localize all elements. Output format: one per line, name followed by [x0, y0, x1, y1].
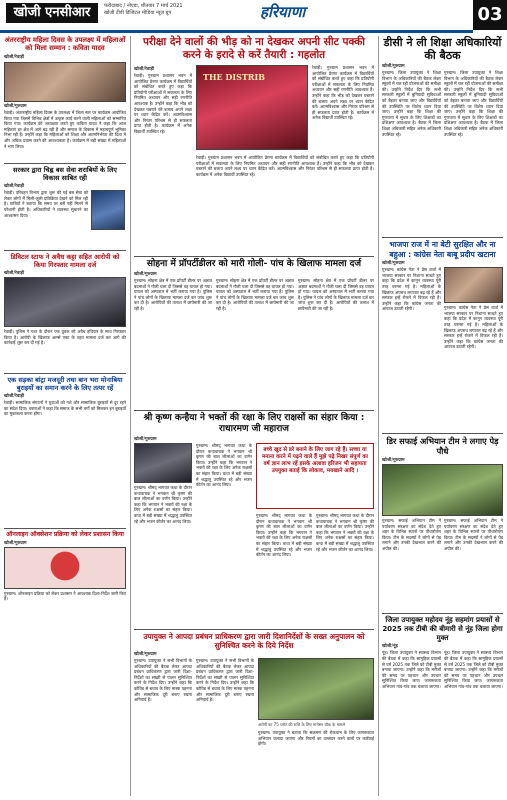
- article-body-continued: गुरुग्राम। उपायुक्त ने सभी विभागों के अधिकारियों की बैठक लेकर आपदा प्रबंधन प्राधिकरण द्वारा जारी दिशा-निर्देशों का सख्ती से पालन सुनिश्चित करने के निर्देश दिए। उन्होंने कहा कि कोविड से बचाव के लिए मास्क पहनना और सामाजिक दूरी बनाए रखना अनिवार्य है।: [196, 658, 254, 703]
- headline: डिर सफाई अभियान टीम ने लगाए पेड़ पौधे: [386, 436, 499, 456]
- masthead-tagline: खोजी टीवी डिजिटल मीडिया न्यूज़ ग्रुप: [104, 10, 172, 16]
- lead-article: [134, 65, 374, 255]
- pull-quote-text: बच्चे खुद से डरे बनाने के लिए जाग रहे हैं। सच्चा या मनाना करने में पढ़ने वाले हैं मुझे पढ़े निखर संपूर्ण का वर्ष ज्ञान लाभ रहें इसके अलावा हरिजन भी सहायता उपयुक्त बताई कि लोकाव, मयखाने आदि ।: [262, 447, 368, 474]
- headline: डीसी ने ली शिक्षा अधिकारियों की बैठक: [383, 36, 502, 62]
- divider: [4, 528, 126, 529]
- article-body-continued: नूंह। जिला उपायुक्त ने स्वास्थ्य विभाग की बैठक में कहा कि सामूहिक प्रयासों से वर्ष 2025 तक जिले को टीबी मुक्त बनाया जाएगा। उन्होंने कहा कि मरीजों की समय पर पहचान और उपचार सुनिश्चित किया जाए। जागरूकता अभियान गांव-गांव तक चलाया जाएगा।: [444, 650, 503, 689]
- photo-caption: अरोपी का 75 प्लॉट की राशि के लिए मानेसर चौक के मामले: [258, 722, 346, 727]
- article-womens-day: [4, 36, 126, 161]
- pull-quote: [256, 443, 374, 509]
- kathavachak-photo: [134, 443, 192, 483]
- divider: [4, 163, 126, 164]
- portrait-photo: [91, 190, 125, 230]
- section-title: हरियाणा: [260, 3, 306, 21]
- article-body: गुरुग्राम। उपायुक्त ने सभी विभागों के अधिकारियों की बैठक लेकर आपदा प्रबंधन प्राधिकरण द्वारा जारी दिशा-निर्देशों का सख्ती से पालन सुनिश्चित करने के निर्देश दिए। उन्होंने कहा कि कोविड से बचाव के लिए मास्क पहनना और सामाजिक दूरी बनाए रखना अनिवार्य है।: [134, 658, 192, 703]
- article-photo: [4, 62, 126, 102]
- article-body-continued: गुरुग्राम। सफाई अभियान टीम ने पर्यावरण संरक्षण का संदेश देते हुए शहर के विभिन्न स्थानों पर पौधारोपण किया। टीम के सदस्यों ने लोगों से पेड़ लगाने और उनकी देखभाल करने की अपील की।: [444, 518, 503, 551]
- article-bus-service: [4, 166, 126, 248]
- lead-headline: परीक्षा देने वालों की भीड़ को ना देखकर अपनी सीट पक्की करने के इरादे से करें तैयारी : गहलोत: [142, 36, 366, 61]
- article-krishna-katha: [134, 413, 374, 628]
- article-body: गुरुग्राम। ऑनलाइन प्रक्रिया को लेकर प्रशासन ने आवश्यक दिशा-निर्देश जारी किए हैं।: [4, 590, 126, 602]
- article-body-continued: रेवाड़ी। गुरुग्राम प्रशासन भवन में आयोजित प्रेरणा कार्यक्रम में विद्यार्थियों को संबोधित करते हुए कहा कि प्रतियोगी परीक्षाओं में सफलता के लिए नियमित अध्ययन और सही रणनीति आवश्यक है। उन्होंने कहा कि भीड़ को देखकर घबराने की बजाय अपने लक्ष्य पर ध्यान केंद्रित करें। आत्मविश्वास और निरंतर परिश्रम से ही सफलता प्राप्त होती है। कार्यक्रम में अनेक विद्यार्थी उपस्थित रहे।: [196, 155, 374, 177]
- masthead-date: फरीदाबाद / नोएडा, शीतवार 7 मार्च 2021: [104, 3, 183, 9]
- masthead-rule: [0, 30, 473, 33]
- byline: खोजी/नूंह: [382, 644, 398, 650]
- article-body: रेवाड़ी। गुरुग्राम प्रशासन भवन में आयोजित प्रेरणा कार्यक्रम में विद्यार्थियों को संबोधित करते हुए कहा कि प्रतियोगी परीक्षाओं में सफलता के लिए नियमित अध्ययन और सही रणनीति आवश्यक है। उन्होंने कहा कि भीड़ को देखकर घबराने की बजाय अपने लक्ष्य पर ध्यान केंद्रित करें। आत्मविश्वास और निरंतर परिश्रम से ही सफलता प्राप्त होती है। कार्यक्रम में अनेक विद्यार्थी उपस्थित रहे।: [134, 73, 192, 134]
- article-congress-statement: [382, 240, 503, 432]
- divider: [382, 433, 503, 434]
- article-body-continued: गुरुग्राम। श्रीमद् भागवत कथा के दौरान कथावाचक ने भगवान श्री कृष्ण की बाल लीलाओं का वर्णन किया। उन्होंने कहा कि भगवान ने भक्तों की रक्षा के लिए अनेक राक्षसों का संहार किया। कथा में बड़ी संख्या में श्रद्धालु उपस्थित रहे और भजन कीर्तन का आनंद लिया।: [316, 513, 374, 552]
- article-body: गुरुग्राम। सफाई अभियान टीम ने पर्यावरण संरक्षण का संदेश देते हुए शहर के विभिन्न स्थानों पर पौधारोपण किया। टीम के सदस्यों ने लोगों से पेड़ लगाने और उनकी देखभाल करने की अपील की।: [382, 518, 441, 551]
- column-divider: [130, 36, 131, 796]
- article-body: रेवाड़ी। सामाजिक संगठनों ने युवाओं को नशे और सामाजिक बुराइयों से दूर रहने का संदेश दिया। वक्ताओं ने कहा कि समाज के सभी वर्गों को मिलकर इन बुराइयों का मुकाबला करना होगा।: [4, 400, 126, 417]
- article-body-continued: गुरुग्राम। सोहना क्षेत्र में एक प्रॉपर्टी डीलर पर अज्ञात बदमाशों ने गोली चला दी जिससे वह घायल हो गया। घायल को अस्पताल में भर्ती कराया गया है। पुलिस ने पांच लोगों के खिलाफ मामला दर्ज कर जांच शुरू कर दी है। आरोपियों की तलाश में छापेमारी की जा रही है।: [298, 278, 374, 311]
- byline: खोजी/रेवाड़ी: [4, 184, 25, 190]
- byline: खोजी/रेवाड़ी: [4, 394, 25, 400]
- article-body-continued: रेवाड़ी। गुरुग्राम प्रशासन भवन में आयोजित प्रेरणा कार्यक्रम में विद्यार्थियों को संबोधित करते हुए कहा कि प्रतियोगी परीक्षाओं में सफलता के लिए नियमित अध्ययन और सही रणनीति आवश्यक है। उन्होंने कहा कि भीड़ को देखकर घबराने की बजाय अपने लक्ष्य पर ध्यान केंद्रित करें। आत्मविश्वास और निरंतर परिश्रम से ही सफलता प्राप्त होती है। कार्यक्रम में अनेक विद्यार्थी उपस्थित रहे।: [312, 65, 374, 121]
- byline: खोजी/रेवाड़ी: [4, 54, 25, 60]
- right-column: [382, 36, 503, 786]
- divider: [382, 613, 503, 614]
- photo-caption: खोजी/गुरुग्राम: [4, 103, 27, 109]
- byline: खोजी/रेवाड़ी: [4, 271, 25, 277]
- left-column: [4, 36, 126, 651]
- article-body: गुरुग्राम। कांग्रेस नेता ने प्रेस वार्ता में भाजपा सरकार पर निशाना साधते हुए कहा कि प्रदेश में कानून व्यवस्था पूरी तरह चरमरा गई है। महिलाओं के खिलाफ अपराध लगातार बढ़ रहे हैं और सरकार इन्हें रोकने में विफल रही है। उन्होंने कहा कि कांग्रेस जनता की आवाज उठाती रहेगी।: [382, 267, 441, 312]
- article-online-process: [4, 531, 126, 651]
- plantation-photo: [382, 464, 503, 516]
- divider: [134, 410, 374, 411]
- headline: सोहना में प्रॉपर्टीडीलर को मारी गोली- पांच के खिलाफ मामला दर्ज: [146, 259, 362, 269]
- headline: जिला उपायुक्त महोदय नूंह सहमांग प्रयासों से 2025 तक टीबी की बीमारी से नूंह जिला होगा मुक्त: [382, 616, 503, 642]
- newspaper-logo: खोजी एनसीआर: [6, 3, 98, 23]
- article-body: गुरुग्राम। सोहना क्षेत्र में एक प्रॉपर्टी डीलर पर अज्ञात बदमाशों ने गोली चला दी जिससे वह घायल हो गया। घायल को अस्पताल में भर्ती कराया गया है। पुलिस ने पांच लोगों के खिलाफ मामला दर्ज कर जांच शुरू कर दी है। आरोपियों की तलाश में छापेमारी की जा रही है।: [134, 278, 212, 311]
- article-dc-education-meeting: [382, 36, 503, 236]
- article-tb-free-nuh: [382, 616, 503, 786]
- meeting-photo: [258, 658, 374, 720]
- article-body: रेवाड़ी। परिवहन विभाग द्वारा शुरू की गई बस सेवा को लेकर लोगों में मिली-जुली प्रतिक्रिया देखने को मिल रही है। यात्रियों ने बताया कि समय पर बसें नहीं मिलने से परेशानी होती है। अधिकारियों ने व्यवस्था सुधारने का आश्वासन दिया।: [4, 190, 88, 218]
- article-photo: [4, 277, 126, 327]
- article-body: नूंह। जिला उपायुक्त ने स्वास्थ्य विभाग की बैठक में कहा कि सामूहिक प्रयासों से वर्ष 2025 तक जिले को टीबी मुक्त बनाया जाएगा। उन्होंने कहा कि मरीजों की समय पर पहचान और उपचार सुनिश्चित किया जाए। जागरूकता अभियान गांव-गांव तक चलाया जाएगा।: [382, 650, 441, 689]
- article-body-continued: गुरुग्राम। जिला उपायुक्त ने शिक्षा विभाग के अधिकारियों की बैठक लेकर स्कूलों में चल रही योजनाओं की समीक्षा की। उन्होंने निर्देश दिए कि सभी सरकारी स्कूलों में बुनियादी सुविधाओं को बेहतर बनाया जाए और विद्यार्थियों की उपस्थिति पर विशेष ध्यान दिया जाए। उन्होंने कहा कि शिक्षा की गुणवत्ता में सुधार के लिए शिक्षकों का प्रशिक्षण आवश्यक है। बैठक में जिला शिक्षा अधिकारी सहित अनेक अधिकारी उपस्थित रहे।: [444, 70, 503, 137]
- divider: [134, 629, 374, 630]
- virus-illustration: [4, 547, 126, 589]
- divider: [4, 250, 126, 251]
- article-body: गुरुग्राम। जिला उपायुक्त ने शिक्षा विभाग के अधिकारियों की बैठक लेकर स्कूलों में चल रही योजनाओं की समीक्षा की। उन्होंने निर्देश दिए कि सभी सरकारी स्कूलों में बुनियादी सुविधाओं को बेहतर बनाया जाए और विद्यार्थियों की उपस्थिति पर विशेष ध्यान दिया जाए। उन्होंने कहा कि शिक्षा की गुणवत्ता में सुधार के लिए शिक्षकों का प्रशिक्षण आवश्यक है। बैठक में जिला शिक्षा अधिकारी सहित अनेक अधिकारी उपस्थित रहे।: [382, 70, 441, 137]
- masthead-meta: [104, 3, 183, 17]
- article-body-continued: गुरुग्राम। श्रीमद् भागवत कथा के दौरान कथावाचक ने भगवान श्री कृष्ण की बाल लीलाओं का वर्णन किया। उन्होंने कहा कि भगवान ने भक्तों की रक्षा के लिए अनेक राक्षसों का संहार किया। कथा में बड़ी संख्या में श्रद्धालु उपस्थित रहे और भजन कीर्तन का आनंद लिया।: [196, 443, 252, 488]
- masthead: [0, 0, 507, 34]
- headline: ऑनलाइन ऑक्सेशन प्रक्रिया को लेकर प्रशासन किया: [6, 531, 124, 538]
- headline: श्री कृष्ण कन्हैया ने भक्तों की रक्षा के लिए राक्षसों का संहार किया : राधारमण जी महाराज: [143, 413, 365, 434]
- headline: अंतरराष्ट्रीय महिला दिवस के उपलक्ष्य में महिलाओं को मिला सम्मान : कविता यादव: [4, 36, 126, 53]
- byline: खोजी/गुरुग्राम: [382, 261, 405, 267]
- article-body: रेवाड़ी। पुलिस ने गश्त के दौरान एक युवक को अवैध हथियार के साथ गिरफ्तार किया है। आरोपी के खिलाफ आर्म्स एक्ट के तहत मामला दर्ज कर आगे की कार्रवाई शुरू कर दी गई है।: [4, 329, 126, 346]
- article-plantation-drive: [382, 436, 503, 612]
- article-body-continued: गुरुग्राम। श्रीमद् भागवत कथा के दौरान कथावाचक ने भगवान श्री कृष्ण की बाल लीलाओं का वर्णन किया। उन्होंने कहा कि भगवान ने भक्तों की रक्षा के लिए अनेक राक्षसों का संहार किया। कथा में बड़ी संख्या में श्रद्धालु उपस्थित रहे और भजन कीर्तन का आनंद लिया।: [256, 513, 312, 558]
- article-body: गुरुग्राम। श्रीमद् भागवत कथा के दौरान कथावाचक ने भगवान श्री कृष्ण की बाल लीलाओं का वर्णन किया। उन्होंने कहा कि भगवान ने भक्तों की रक्षा के लिए अनेक राक्षसों का संहार किया। कथा में बड़ी संख्या में श्रद्धालु उपस्थित रहे और भजन कीर्तन का आनंद लिया।: [134, 485, 192, 524]
- byline: खोजी/रेवाड़ी: [134, 67, 155, 72]
- article-sohna-shooting: [134, 259, 374, 409]
- divider: [4, 373, 126, 374]
- article-body-continued: गुरुग्राम। सोहना क्षेत्र में एक प्रॉपर्टी डीलर पर अज्ञात बदमाशों ने गोली चला दी जिससे वह घायल हो गया। घायल को अस्पताल में भर्ती कराया गया है। पुलिस ने पांच लोगों के खिलाफ मामला दर्ज कर जांच शुरू कर दी है। आरोपियों की तलाश में छापेमारी की जा रही है।: [216, 278, 294, 311]
- article-body: रेवाड़ी। अंतरराष्ट्रीय महिला दिवस के उपलक्ष्य में जिला स्तर पर कार्यक्रम आयोजित किया गया जिसमें विभिन्न क्षेत्रों में उत्कृष्ट कार्य करने वाली महिलाओं को सम्मानित किया गया। कार्यक्रम की अध्यक्षता करते हुए कविता यादव ने कहा कि आज महिलाएं हर क्षेत्र में आगे बढ़ रही हैं और समाज के विकास में महत्वपूर्ण भूमिका निभा रही हैं। उन्होंने कहा कि महिलाओं को शिक्षा और आत्मनिर्भरता की दिशा में और अधिक प्रयास करने की आवश्यकता है। कार्यक्रम में बड़ी संख्या में महिलाओं ने भाग लिया।: [4, 109, 126, 149]
- column-divider: [378, 36, 379, 796]
- byline: खोजी/गुरुग्राम: [382, 64, 405, 69]
- headline: भाजपा राज में ना बेटी सुरक्षित और ना बहुआ : कांग्रेस नेता बाबू प्रदीप खटाना: [389, 240, 496, 259]
- headline: डिविटल स्टाफ ने अवैध कट्टा सहित आरोपी को किया गिरफ्तार मामला दर्ज: [10, 253, 120, 270]
- divider: [134, 256, 374, 257]
- divider: [382, 237, 503, 238]
- headline: सरकार द्वारा चिह्न बस सेवा शराबियों के लिए विकास साबित रही: [13, 166, 117, 183]
- byline: खोजी/गुरुग्राम: [134, 272, 157, 277]
- article-disaster-management: [134, 632, 374, 782]
- byline: खोजी/गुरुग्राम: [134, 652, 157, 658]
- article-body-continued: गुरुग्राम। कांग्रेस नेता ने प्रेस वार्ता में भाजपा सरकार पर निशाना साधते हुए कहा कि प्रदेश में कानून व्यवस्था पूरी तरह चरमरा गई है। महिलाओं के खिलाफ अपराध लगातार बढ़ रहे हैं और सरकार इन्हें रोकने में विफल रही है। उन्होंने कहा कि कांग्रेस जनता की आवाज उठाती रहेगी।: [444, 305, 503, 350]
- article-social-evils: [4, 376, 126, 526]
- page-number: 03: [473, 0, 507, 30]
- headline: उपायुक्त ने आपदा प्रबंधन प्राधिकरण द्वारा जारी दिशानिर्देशों के सख्त अनुपालन को सुनिश्चित करने के दिये निर्देश: [143, 632, 365, 651]
- middle-column: [134, 36, 374, 782]
- event-banner-text: THE DISTRIB: [203, 72, 265, 82]
- article-body-continued: गुरुग्राम। उपायुक्त ने बताया कि संक्रमण की रोकथाम के लिए जागरूकता अभियान चलाया जाएगा और नियमों का उल्लंघन करने वालों पर कार्रवाई होगी।: [258, 730, 374, 747]
- article-arrest: [4, 253, 126, 371]
- byline: खोजी/गुरुग्राम: [4, 540, 27, 546]
- headline: एक सड़का बांट्रा मजदूरी तथा बान भरा मोनाबिया बुराइयों का समान करने के लिए तत्पर रहें: [7, 376, 123, 393]
- leader-photo: [444, 267, 503, 303]
- event-photo: [196, 65, 308, 150]
- byline: खोजी/गुरुग्राम: [382, 458, 405, 463]
- byline: खोजी/गुरुग्राम: [134, 437, 157, 442]
